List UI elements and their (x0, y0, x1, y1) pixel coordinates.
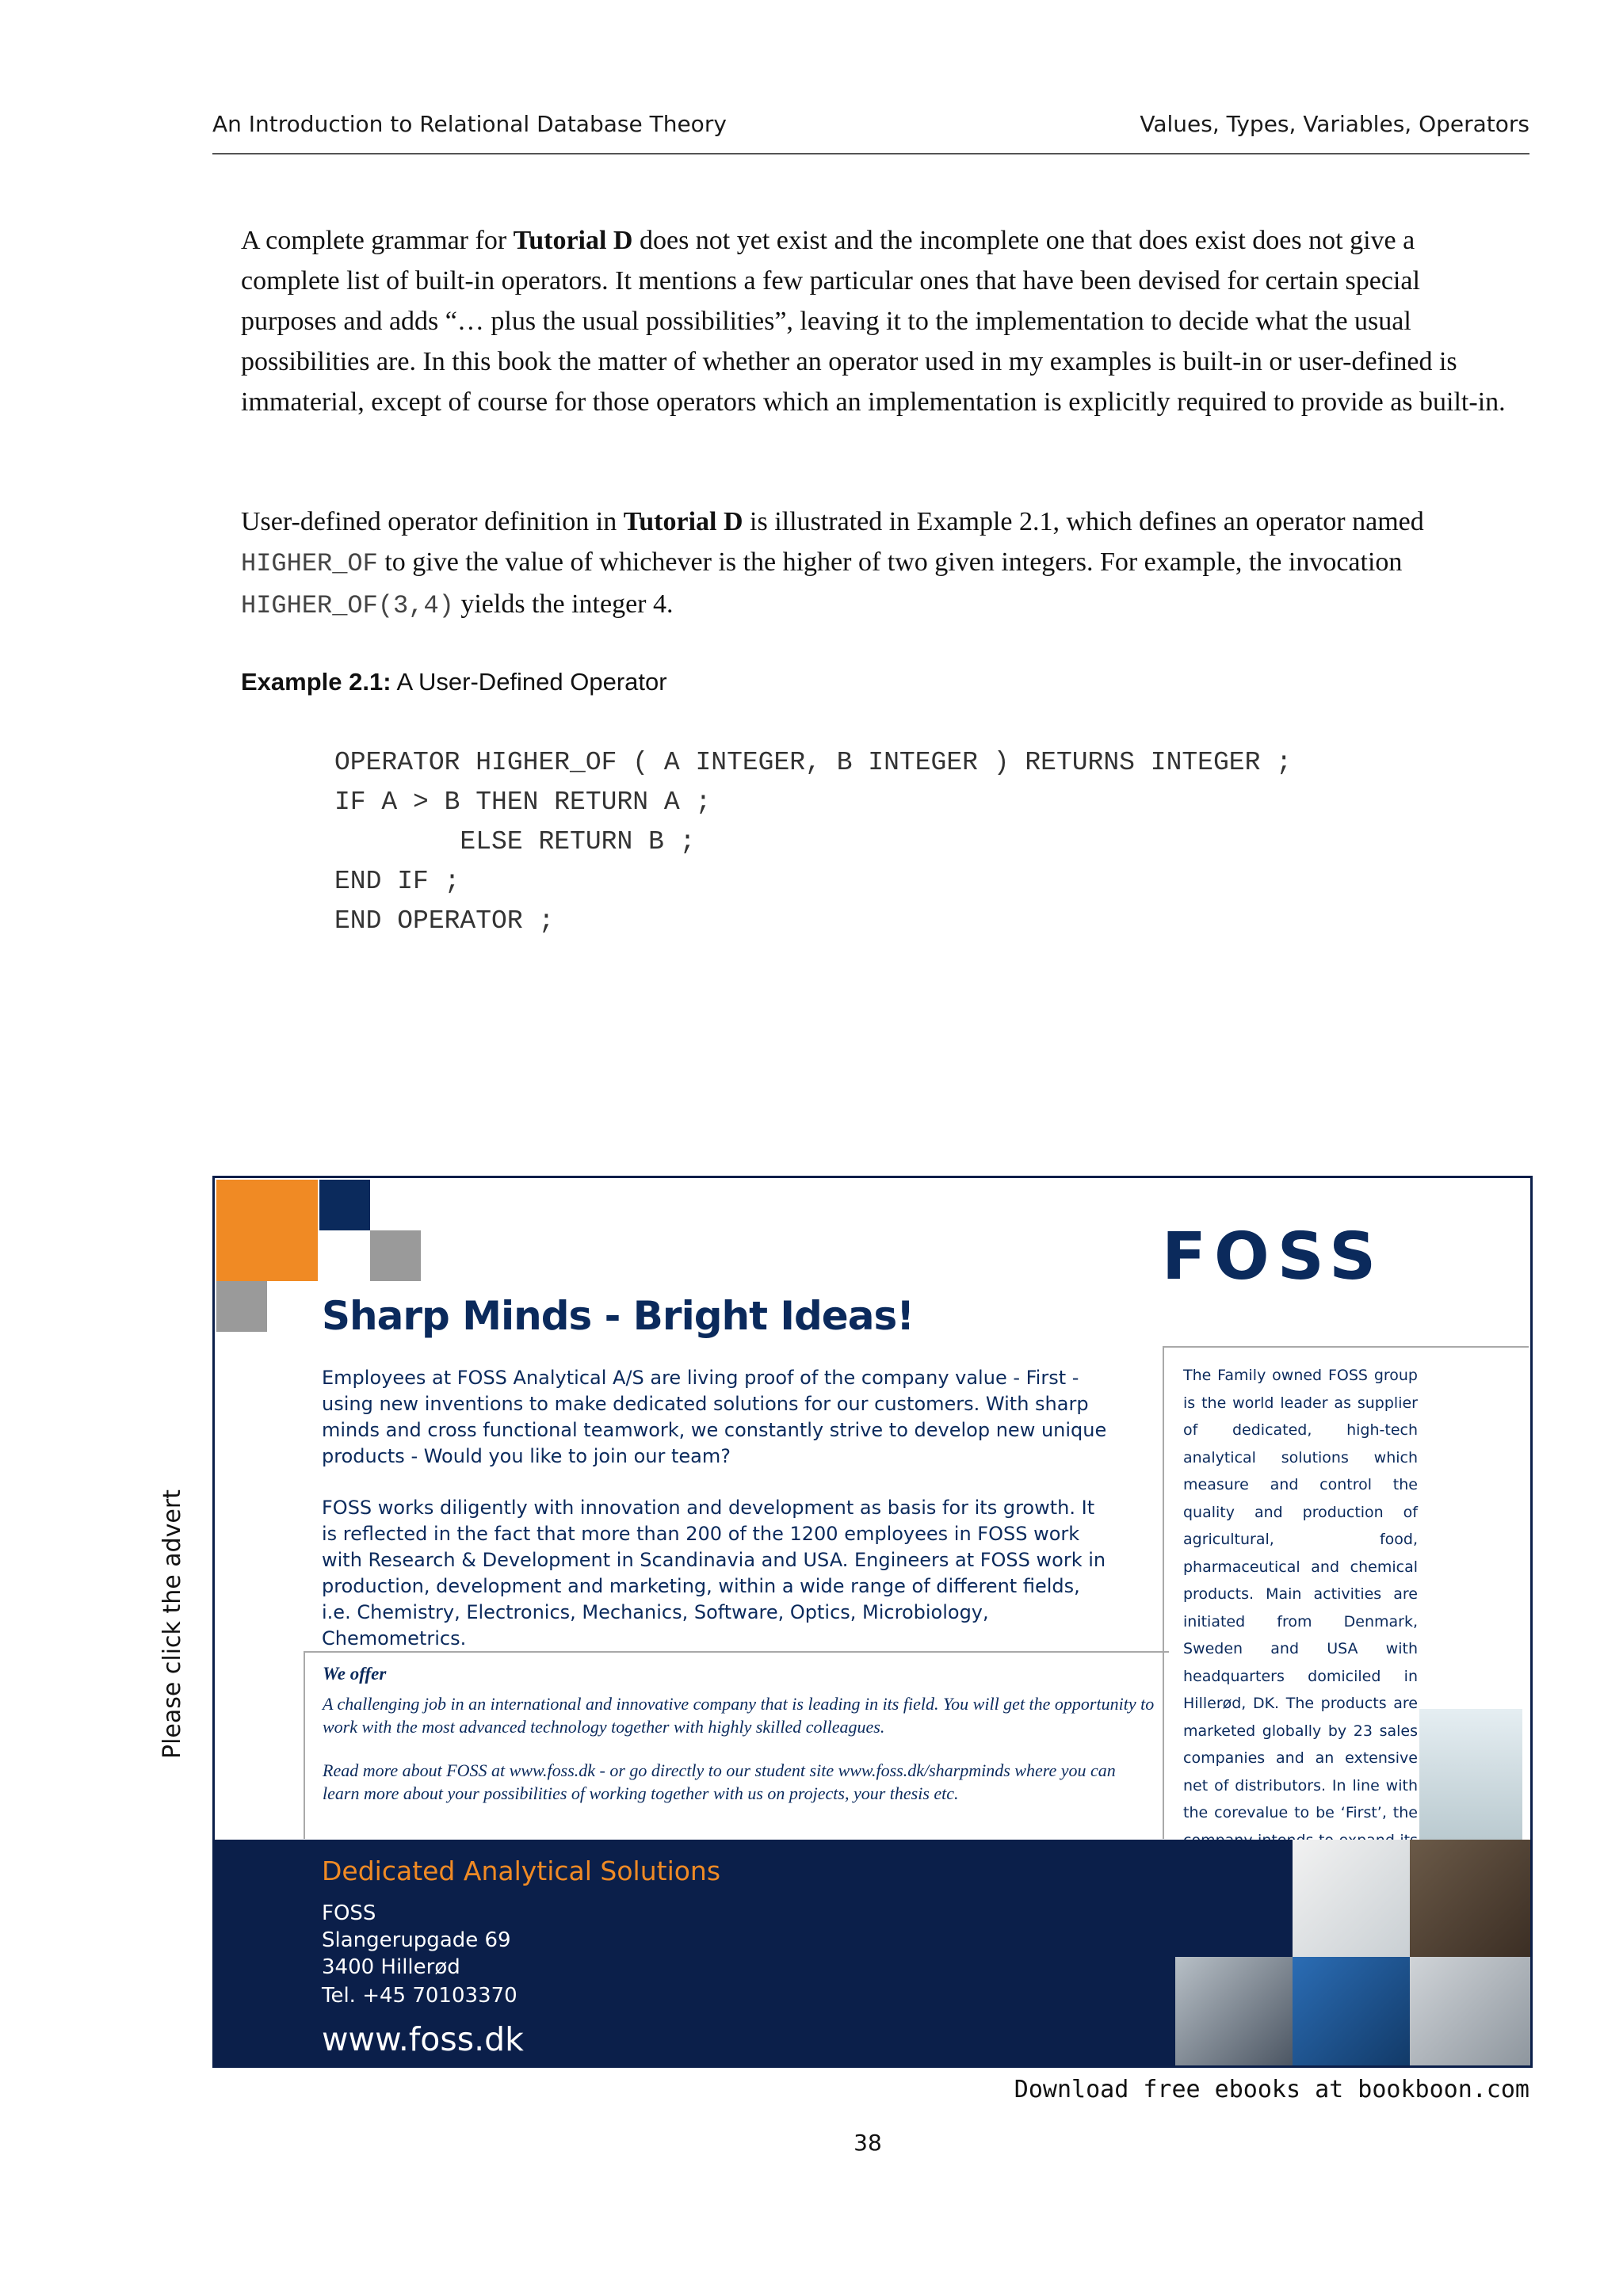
paragraph-user-defined (241, 502, 1509, 626)
office-worker-photo (1410, 1957, 1530, 2065)
lab-sample-photo (1293, 1840, 1410, 1957)
code-line: END IF ; (334, 867, 460, 896)
bold-term: Tutorial D (623, 507, 743, 536)
bold-term: Tutorial D (513, 226, 633, 255)
header-rule (212, 153, 1529, 154)
code-line: ELSE RETURN B ; (334, 827, 696, 856)
read-more-text: Read more about FOSS at www.foss.dk - or go directly to our student site www.foss.dk/sharpminds where you can learn more about your possibilities of working together with us on projects, your thesis etc. (323, 1760, 1116, 1803)
example-label: Example 2.1: (241, 668, 391, 696)
advert-url-link[interactable]: www.foss.dk (322, 2020, 524, 2058)
lab-worker-photo (1175, 1957, 1293, 2065)
example-caption (241, 668, 667, 696)
text-run: is illustrated in Example 2.1, which defines an operator named (743, 507, 1424, 536)
running-header-title: An Introduction to Relational Database Theory (212, 111, 727, 137)
advert-body-2: FOSS works diligently with innovation and development as basis for its growth. It is reflected in the fact that more than 200 of the 1200 employees in FOSS work with Research & Development in Scandinavia and USA. Engineers at FOSS work in production, development and marketing, within a wide range of different fields, i.e. Chemistry, Electronics, Mechanics, Software, Optics, Microbiology, Chemometrics. (322, 1497, 1106, 1650)
paragraph-grammar (241, 220, 1509, 422)
orange-square (216, 1180, 318, 1281)
address-line: 3400 Hillerød (322, 1955, 460, 1979)
inline-code: HIGHER_OF(3,4) (241, 591, 454, 620)
we-offer-title: We offer (323, 1664, 387, 1684)
address-line: Slangerupgade 69 (322, 1928, 511, 1952)
foss-advert[interactable] (212, 1176, 1533, 2068)
we-offer-text: A challenging job in an international and innovative company that is leading in its field. You will get the opportunity to work with the most advanced technology together with highly skilled colleagues. (323, 1694, 1155, 1737)
foss-logo: FOSS (1162, 1219, 1384, 1295)
text-run: User-defined operator definition in (241, 507, 624, 536)
company-info-text: The Family owned FOSS group is the world leader as supplier of dedicated, high-tech analytical solutions which measure and control the quality and production of agricultural, food, pharmaceutical and chemical products. Main activities are initiated from Denmark, Sweden and USA with headquarters domiciled in Hillerød, DK. The products are marketed globally by 23 sales companies and an extensive net of distributors. In line with the corevalue to be ‘First’, the (1183, 1367, 1418, 1821)
page-number: 38 (854, 2130, 882, 2156)
code-line: IF A > B THEN RETURN A ; (334, 788, 712, 817)
download-link[interactable]: Download free ebooks at bookboon.com (1014, 2076, 1529, 2103)
gray-square (370, 1230, 421, 1281)
code-line: OPERATOR HIGHER_OF ( A INTEGER, B INTEGER ) RETURNS INTEGER ; (334, 748, 1292, 777)
running-header-chapter: Values, Types, Variables, Operators (1140, 111, 1529, 137)
wheat-photo (1293, 1957, 1410, 2065)
text-run: A complete grammar for (241, 226, 514, 255)
code-line: END OPERATOR ; (334, 906, 555, 936)
text-run: does not yet exist and the incomplete one that does exist does not give a complete list of built-in operators. It mentions a few particular ones that have been devised for certain special purposes and adds “… plus the usual possibilities”, leaving it to the implementation to decide what the usual possibilities are. In this book the matter of whether an operator used in my examples is built-in or user-defined is immaterial, except of course for those operators which an implementation is explicitly required to provide as built-in. (241, 226, 1506, 417)
advert-body-1: Employees at FOSS Analytical A/S are living proof of the company value - First - using new inventions to make dedicated solutions for our customers. With sharp minds and cross functional teamwork, we constantly strive to develop new unique products - Would you like to join our team? (322, 1367, 1107, 1467)
address-line: FOSS (322, 1901, 376, 1925)
we-offer-box (304, 1651, 1169, 1839)
inline-code: HIGHER_OF (241, 549, 378, 578)
advert-tagline: Dedicated Analytical Solutions (322, 1855, 721, 1886)
animal-photo (1410, 1840, 1530, 1957)
text-run: to give the value of whichever is the higher of two given integers. For example, the invocation (377, 547, 1403, 577)
advert-side-label: Please click the advert (158, 1489, 186, 1759)
navy-square (319, 1180, 370, 1230)
address-line: Tel. +45 70103370 (322, 1984, 517, 2008)
flask-photo (1419, 1709, 1522, 1844)
text-run: yields the integer 4. (453, 589, 674, 619)
gray-square (216, 1281, 267, 1332)
advert-headline: Sharp Minds - Bright Ideas! (322, 1293, 915, 1339)
example-title: A User-Defined Operator (391, 668, 667, 696)
code-block (334, 743, 1292, 941)
